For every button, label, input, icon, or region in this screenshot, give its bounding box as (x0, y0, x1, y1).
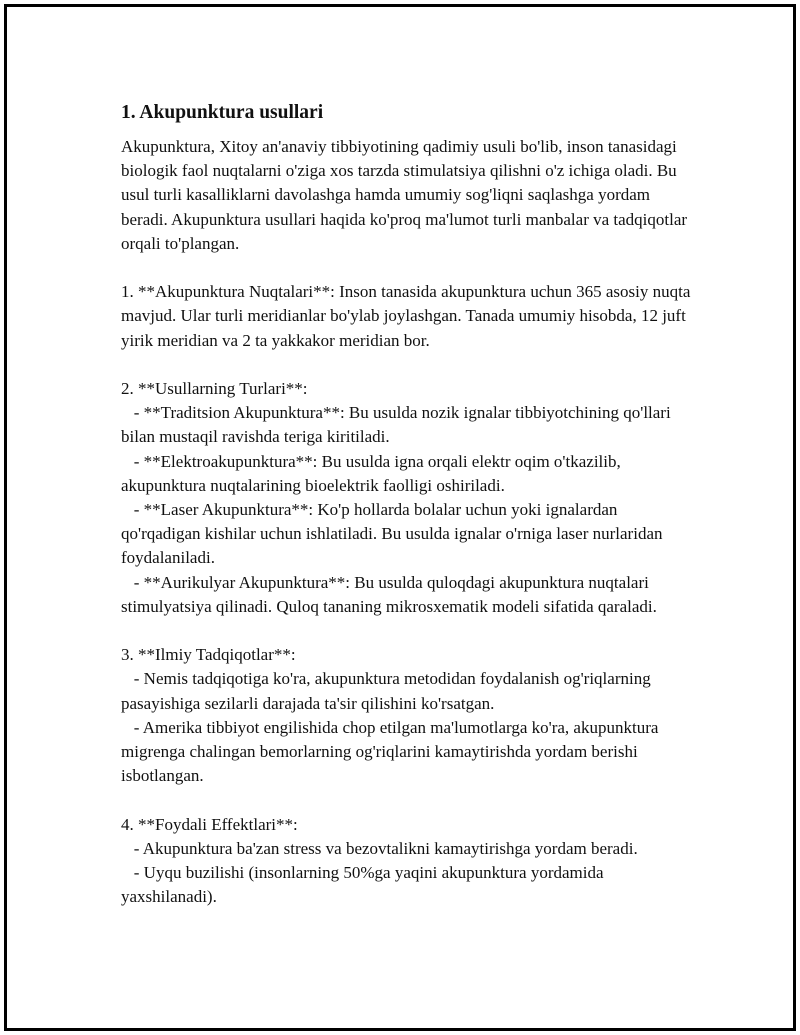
intro-paragraph: Akupunktura, Xitoy an'anaviy tibbiyotining qadimiy usuli bo'lib, inson tanasidagi biologik faol nuqtalarni o'ziga xos tarzda stimulatsiya qilishni o'z ichiga oladi. Bu usul turli kasalliklarni davolashga hamda umumiy sog'liqni saqlashga yordam beradi. Akupunktura usullari haqida ko'proq ma'lumot turli manbalar va tadqiqotlar orqali to'plangan. (121, 137, 692, 253)
section-4-item: - Akupunktura ba'zan stress va bezovtalikni kamaytirishga yordam beradi. (121, 838, 638, 858)
document-body (121, 99, 695, 909)
section-2-heading: 2. **Usullarning Turlari**: (121, 379, 308, 398)
section-2-item: - **Laser Akupunktura**: Ko'p hollarda bolalar uchun yoki ignalardan qo'rqadigan kishilar uchun ishlatiladi. Bu usulda ignalar o'rniga laser nurlaridan foydalaniladi. (121, 500, 667, 568)
section-2-item: - **Traditsion Akupunktura**: Bu usulda nozik ignalar tibbiyotchining qo'llari bilan mustaqil ravishda teriga kiritiladi. (121, 403, 675, 447)
spacer (121, 619, 691, 643)
spacer (121, 788, 691, 812)
section-3-item: - Amerika tibbiyot engilishida chop etilgan ma'lumotlarga ko'ra, akupunktura migrenga chalingan bemorlarning og'riqlarini kamaytirishda yordam berishi isbotlangan. (121, 717, 663, 786)
section-2-item: - **Aurikulyar Akupunktura**: Bu usulda quloqdagi akupunktura nuqtalari stimulyatsiya qilinadi. Quloq tananing mikrosxematik modeli sifatida qaraladi. (121, 572, 657, 616)
section-1-paragraph: 1. **Akupunktura Nuqtalari**: Inson tanasida akupunktura uchun 365 asosiy nuqta mavjud. Ular turli meridianlar bo'ylab joylashgan. Tanada umumiy hisobda, 12 juft yirik meridian va 2 ta yakkakor meridian bor. (121, 282, 695, 350)
document-title: 1. Akupunktura usullari (121, 102, 324, 123)
section-3-heading: 3. **Ilmiy Tadqiqotlar**: (121, 645, 296, 665)
page-border (4, 4, 796, 1031)
section-3-item: - Nemis tadqiqotiga ko'ra, akupunktura metodidan foydalanish og'riqlarning pasayishiga sezilarli darajada ta'sir qilishini ko'rsatgan. (121, 669, 655, 713)
section-4-heading: 4. **Foydali Effektlari**: (121, 814, 298, 834)
section-4-item: - Uyqu buzilishi (insonlarning 50%ga yaqini akupunktura yordamida yaxshilanadi). (121, 863, 608, 907)
spacer (121, 256, 691, 280)
section-2-item: - **Elektroakupunktura**: Bu usulda igna orqali elektr oqim o'tkazilib, akupunktura nuqtalarining bioelektrik faolligi oshiriladi. (121, 451, 625, 495)
spacer (121, 353, 691, 377)
